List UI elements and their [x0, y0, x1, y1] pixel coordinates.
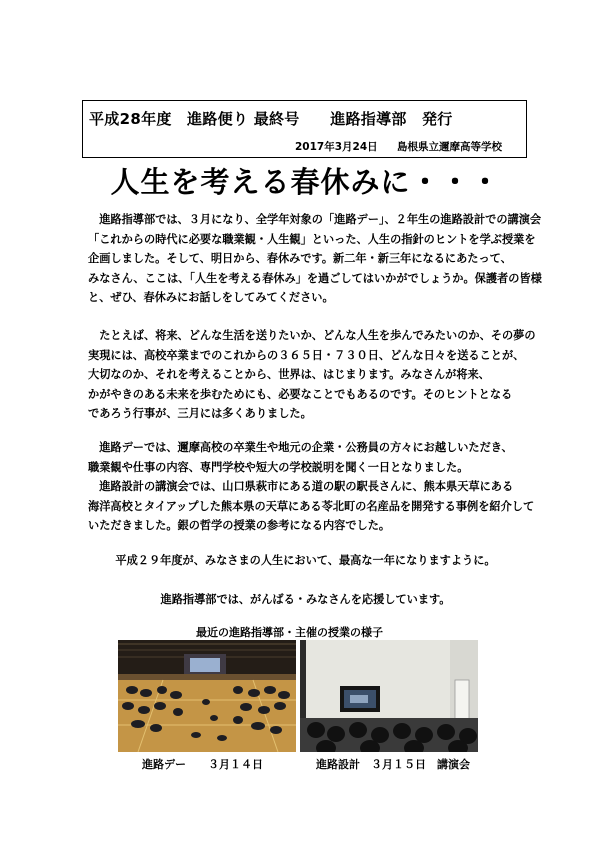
- closing-support: 進路指導部では、がんばる・みなさんを応援しています。: [160, 593, 451, 606]
- paragraph-intro: [88, 210, 548, 308]
- school-name: 島根県立邇摩高等学校: [397, 141, 502, 153]
- paragraph-line: 実現には、高校卒業までのこれからの３６５日・７３０日、どんな日々を送ることが、: [88, 348, 525, 362]
- paragraph-line: 「これからの時代に必要な職業観・人生観」といった、人生の指針のヒントを学ぶ授業を: [88, 232, 536, 246]
- photo-left-caption: 進路デー ３月１４日: [142, 758, 263, 771]
- paragraph-line: と、ぜひ、春休みにお話しをしてみてください。: [88, 291, 334, 304]
- paragraph-line: 進路指導部では、３月になり、全学年対象の「進路デー」、２年生の進路設計での講演会: [88, 213, 542, 226]
- paragraph-line: たとえば、将来、どんな生活を送りたいか、どんな人生を歩んでみたいのか、その夢の: [88, 329, 536, 342]
- issue-date: 2017年3月24日: [295, 141, 378, 153]
- paragraph-line: 職業観や仕事の内容、専門学校や短大の学校説明を聞く一日となりました。: [88, 460, 469, 474]
- paragraph-future: [88, 326, 548, 424]
- lecture-scene-illustration: [300, 640, 478, 752]
- paragraph-line: みなさん、ここは、「人生を考える春休み」を過ごしてはいかがでしょうか。保護者の皆様: [88, 271, 542, 285]
- gym-scene-illustration: [118, 640, 296, 752]
- paragraph-line: 海洋高校とタイアップした熊本県の天草にある苓北町の名産品を開発する事例を紹介して: [88, 499, 535, 513]
- photo-right-caption: 進路設計 ３月１５日 講演会: [316, 758, 470, 771]
- photo-career-day-gym: [118, 640, 296, 752]
- photos-heading: 最近の進路指導部・主催の授業の様子: [196, 626, 383, 639]
- paragraph-line: かがやきのある未来を歩むためにも、必要なことでもあるのです。そのヒントとなる: [88, 387, 513, 401]
- paragraph-line: 進路設計の講演会では、山口県萩市にある道の駅の駅長さんに、熊本県天草にある: [88, 480, 514, 493]
- paragraph-line: いただきました。銀の哲学の授業の参考になる内容でした。: [88, 519, 391, 532]
- header-box: [82, 100, 527, 158]
- paragraph-line: 大切なのか、それを考えることから、世界は、はじまります。みなさんが将来、: [88, 368, 490, 381]
- paragraph-line: 企画しました。そして、明日から、春休みです。新二年・新三年になるにあたって、: [88, 252, 512, 265]
- closing-wish: 平成２９年度が、みなさまの人生において、最高な一年になりますように。: [115, 554, 496, 567]
- paragraph-line: 進路デーでは、邇摩高校の卒業生や地元の企業・公務員の方々にお越しいただき、: [88, 441, 513, 454]
- photo-career-lecture: [300, 640, 478, 752]
- main-title: 人生を考える春休みに・・・: [110, 165, 501, 199]
- paragraph-line: であろう行事が、三月には多くありました。: [88, 407, 312, 420]
- paragraph-events: [88, 438, 548, 536]
- newsletter-title: 平成28年度 進路便り 最終号 進路指導部 発行: [89, 110, 453, 128]
